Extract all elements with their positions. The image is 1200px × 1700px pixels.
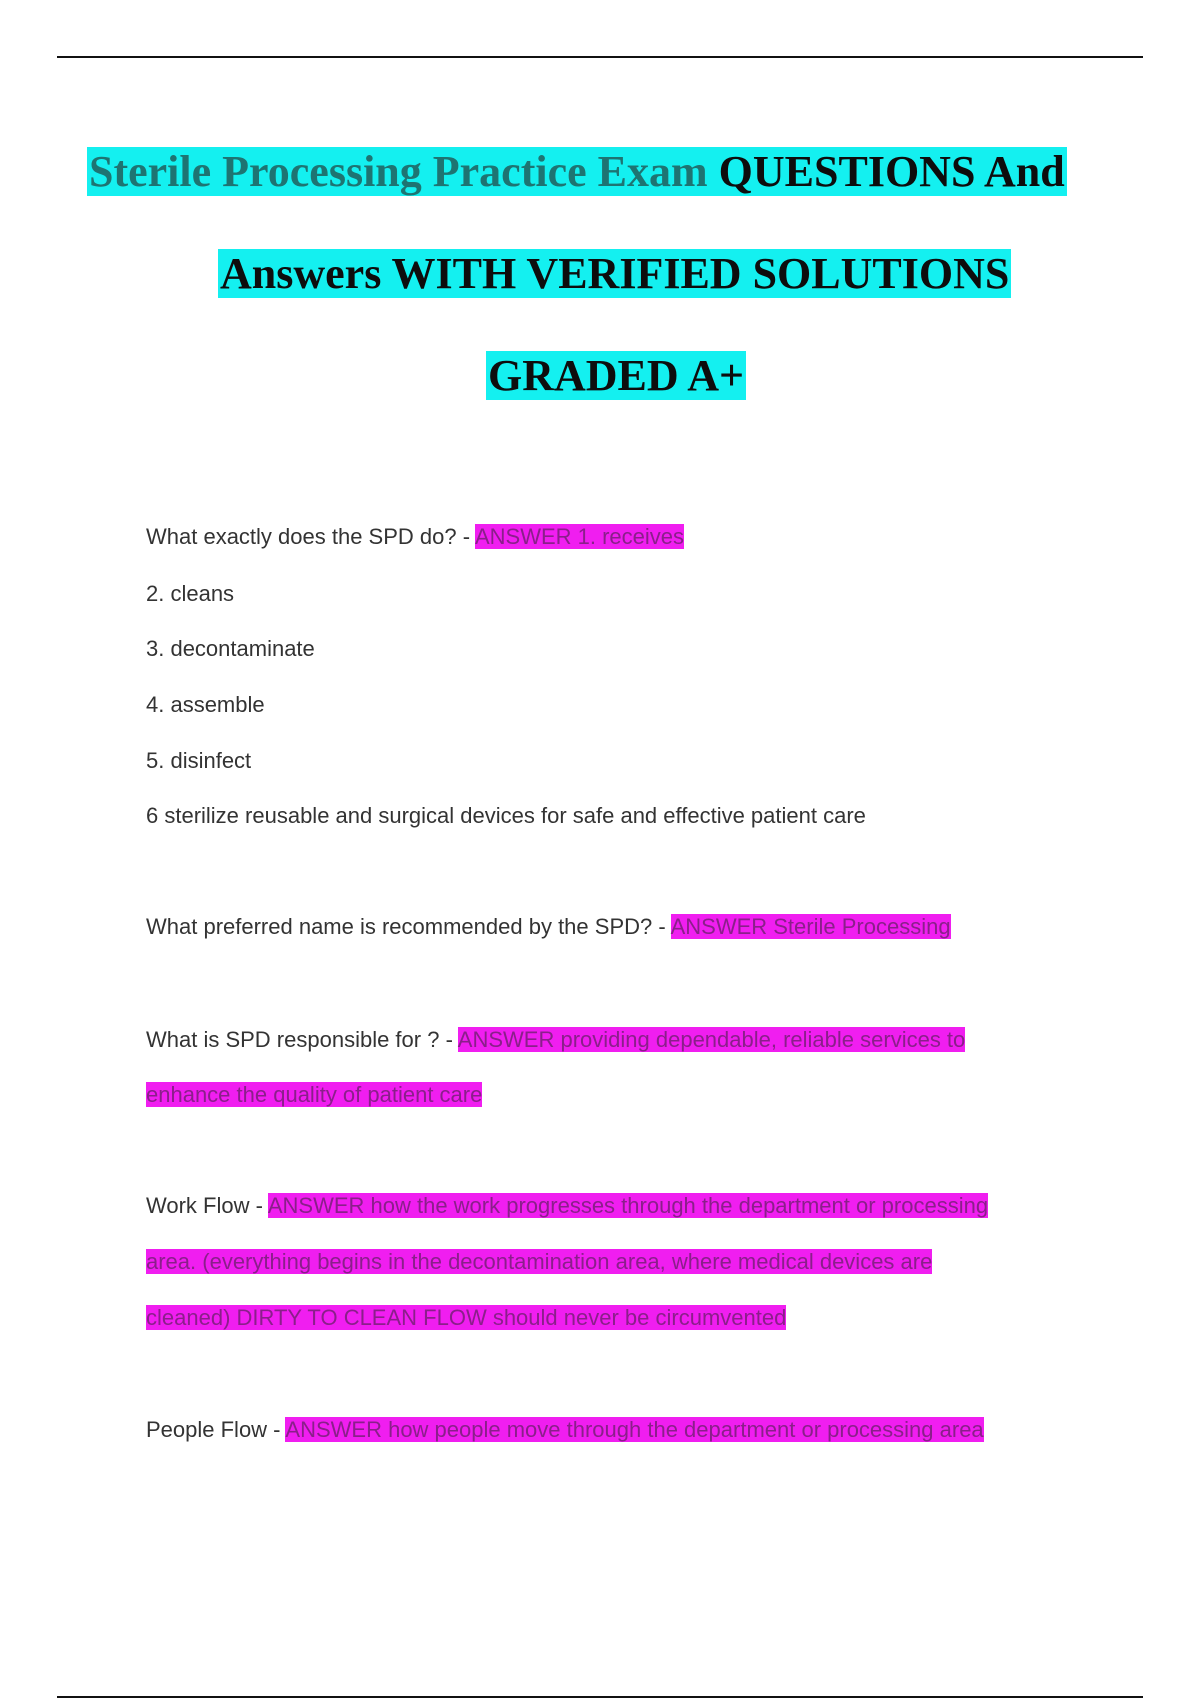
answer-text: ANSWER how people move through the department or processing area: [285, 1417, 984, 1442]
title-line-3: [486, 350, 746, 402]
answer-text: cleaned) DIRTY TO CLEAN FLOW should never be circumvented: [146, 1305, 787, 1330]
title-line-2-text: Answers WITH VERIFIED SOLUTIONS: [220, 249, 1010, 298]
question-text: What exactly does the SPD do? -: [146, 524, 475, 549]
answer-text: area. (everything begins in the decontamination area, where medical devices are: [146, 1249, 933, 1274]
top-rule: [57, 56, 1143, 58]
qa-item-4-question-line: [146, 1191, 988, 1221]
qa-item-1-continuation-2: 3. decontaminate: [146, 636, 315, 661]
title-part-black: QUESTIONS And: [718, 147, 1065, 196]
qa-item-2-question-line: [146, 912, 951, 942]
answer-text: ANSWER 1. receives: [474, 524, 685, 549]
qa-item-1-continuation-1: 2. cleans: [146, 581, 235, 606]
title-line-2: [218, 248, 1011, 300]
bottom-rule: [57, 1696, 1143, 1698]
title-line-1: [87, 146, 1067, 198]
qa-item-1-continuation-5: 6 sterilize reusable and surgical devices for safe and effective patient care: [146, 803, 866, 828]
question-text: What preferred name is recommended by the SPD? -: [146, 914, 671, 939]
title-line-3-text: GRADED A+: [488, 351, 745, 400]
question-text: People Flow -: [146, 1417, 286, 1442]
answer-text: ANSWER how the work progresses through the department or processing: [267, 1193, 989, 1218]
qa-item-1-question-line: [146, 522, 684, 552]
qa-item-5-question-line: [146, 1415, 984, 1445]
question-text: Work Flow -: [146, 1193, 268, 1218]
answer-text: ANSWER Sterile Processing: [670, 914, 951, 939]
qa-item-3-answer-line-2: [146, 1080, 482, 1110]
qa-item-4-answer-line-2: [146, 1247, 932, 1277]
qa-item-4-answer-line-3: [146, 1303, 786, 1333]
qa-item-1-continuation-4: 5. disinfect: [146, 748, 252, 773]
answer-text: ANSWER providing dependable, reliable services to: [457, 1027, 966, 1052]
qa-item-1-continuation-3: 4. assemble: [146, 692, 265, 717]
qa-item-3-question-line: [146, 1025, 965, 1055]
answer-text: enhance the quality of patient care: [146, 1082, 483, 1107]
question-text: What is SPD responsible for ? -: [146, 1027, 458, 1052]
title-part-teal: Sterile Processing Practice Exam: [89, 147, 708, 196]
